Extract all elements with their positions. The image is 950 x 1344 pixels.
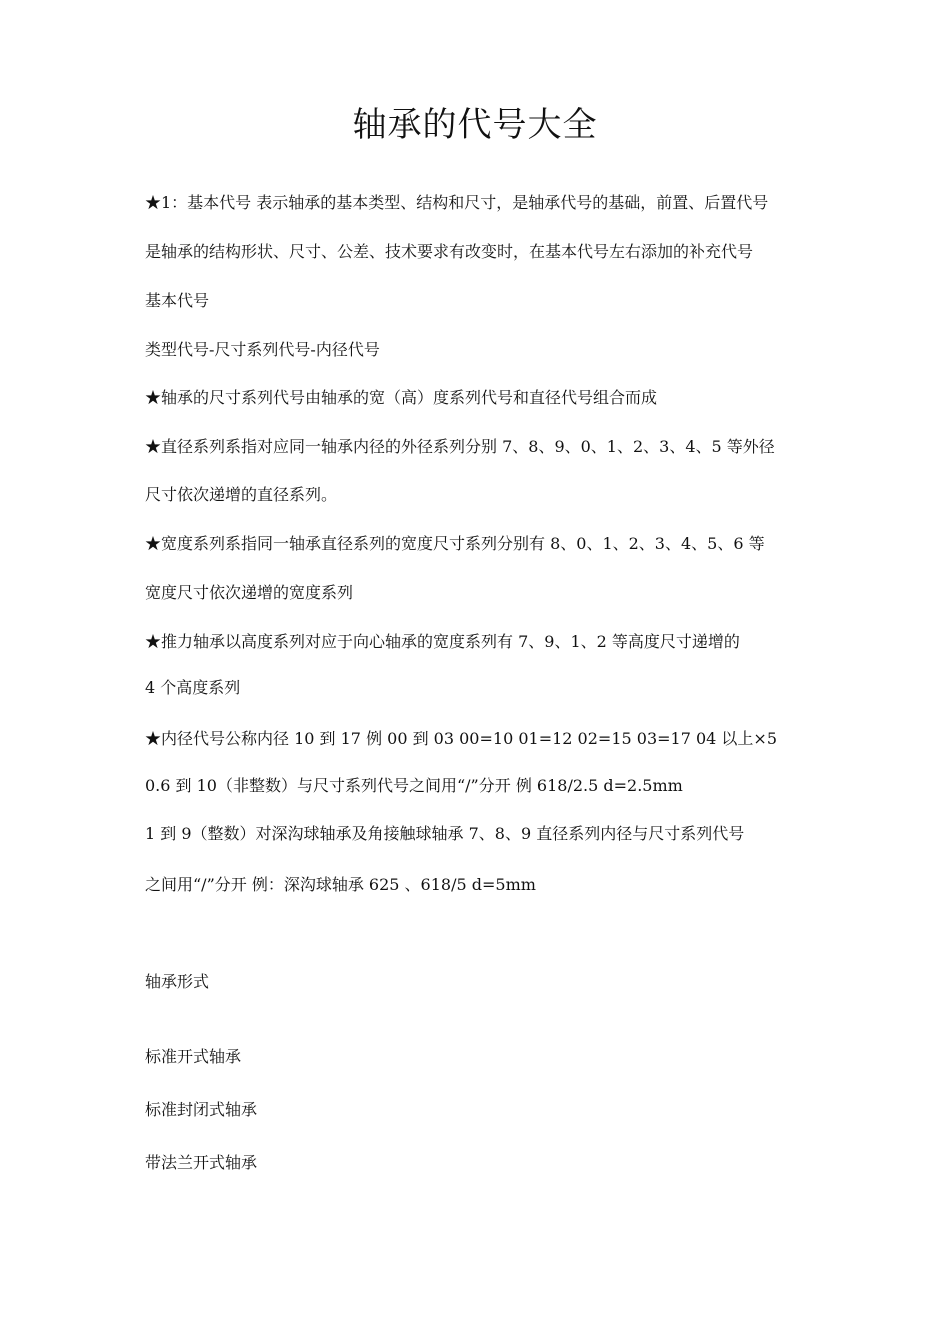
list-item: 标准封闭式轴承 (145, 1100, 258, 1119)
paragraph-bore-code-integer-cont: 之间用“/”分开 例：深沟球轴承 625 、618/5 d=5mm (145, 875, 536, 894)
paragraph-thrust-bearing-cont: 4 个高度系列 (145, 678, 241, 697)
paragraph-bore-code: ★内径代号公称内径 10 到 17 例 00 到 03 00=10 01=12 02=15 03=17 04 以上×5 (145, 729, 778, 748)
paragraph-thrust-bearing: ★推力轴承以高度系列对应于向心轴承的宽度系列有 7、9、1、2 等高度尺寸递增的 (145, 632, 740, 651)
code-structure-line: 类型代号-尺寸系列代号-内径代号 (145, 340, 380, 359)
heading-bearing-forms: 轴承形式 (145, 972, 210, 991)
list-item: 带法兰开式轴承 (145, 1153, 258, 1172)
paragraph-basic-code-cont: 是轴承的结构形状、尺寸、公差、技术要求有改变时，在基本代号左右添加的补充代号 (145, 242, 754, 261)
heading-basic-code: 基本代号 (145, 291, 210, 310)
paragraph-bore-code-noninteger: 0.6 到 10（非整数）与尺寸系列代号之间用“/”分开 例 618/2.5 d=2.5mm (145, 776, 683, 795)
paragraph-size-series: ★轴承的尺寸系列代号由轴承的宽（高）度系列代号和直径代号组合而成 (145, 388, 658, 407)
paragraph-width-series: ★宽度系列系指同一轴承直径系列的宽度尺寸系列分别有 8、0、1、2、3、4、5、6 等 (145, 534, 765, 553)
paragraph-diameter-series-cont: 尺寸依次递增的直径系列。 (145, 485, 338, 504)
list-item: 标准开式轴承 (145, 1047, 242, 1066)
page-title: 轴承的代号大全 (352, 105, 598, 145)
paragraph-width-series-cont: 宽度尺寸依次递增的宽度系列 (145, 583, 354, 602)
paragraph-diameter-series: ★直径系列系指对应同一轴承内径的外径系列分别 7、8、9、0、1、2、3、4、5 等外径 (145, 437, 775, 456)
paragraph-bore-code-integer: 1 到 9（整数）对深沟球轴承及角接触球轴承 7、8、9 直径系列内径与尺寸系列代号 (145, 824, 745, 843)
paragraph-basic-code: ★1：基本代号 表示轴承的基本类型、结构和尺寸，是轴承代号的基础，前置、后置代号 (145, 193, 769, 212)
